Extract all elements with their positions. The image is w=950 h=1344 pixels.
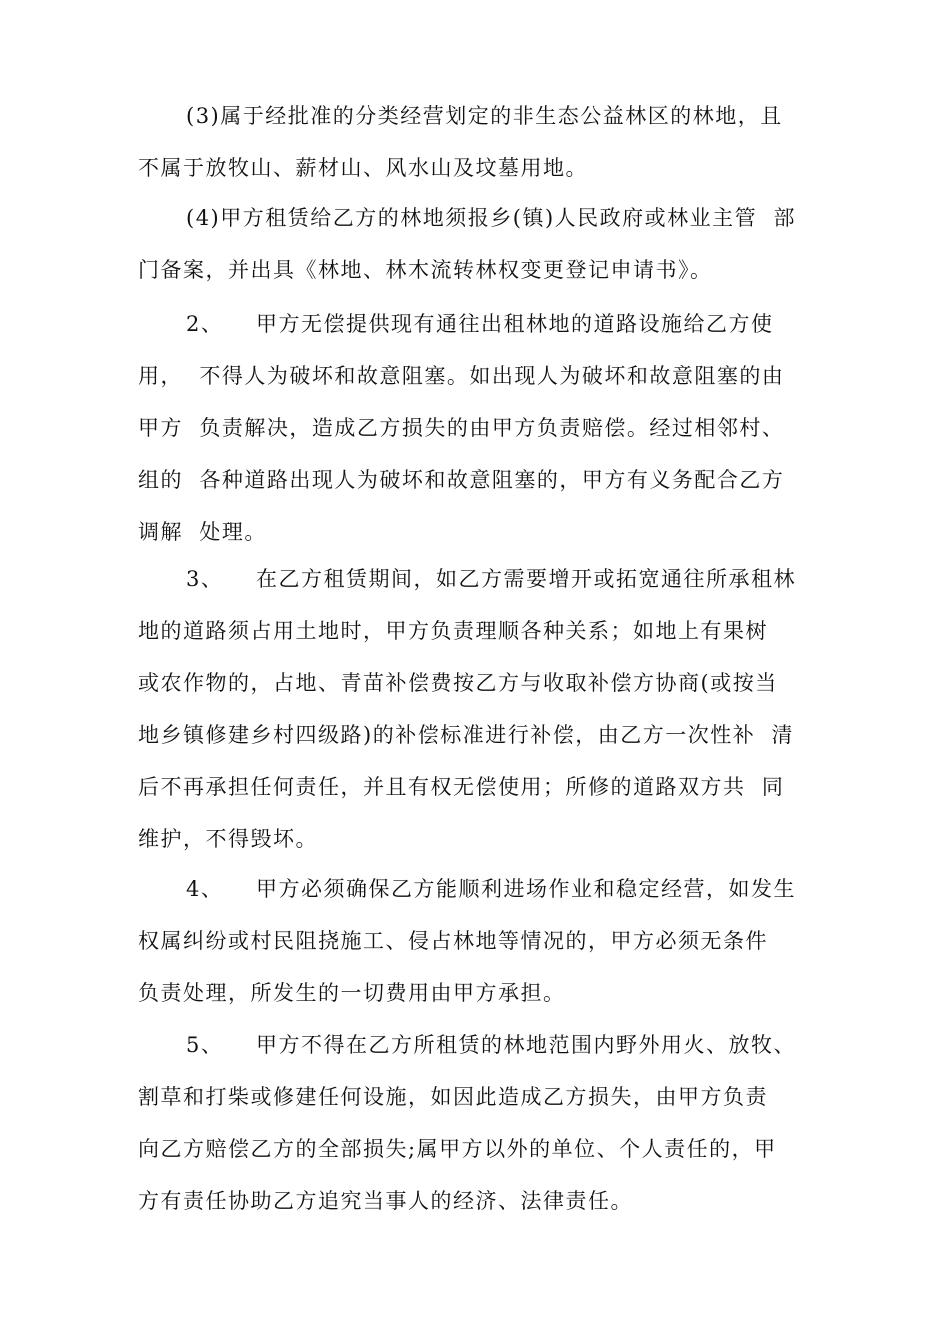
text-line: 调解 处理。 bbox=[138, 520, 267, 544]
text-line: 5、 甲方不得在乙方所租赁的林地范围内野外用火、放牧、 bbox=[186, 1033, 797, 1057]
text-line: 或农作物的，占地、青苗补偿费按乙方与收取补偿方协商(或按当 bbox=[138, 671, 778, 695]
text-line: 地的道路须占用土地时，甲方负责理顺各种关系；如地上有果树 bbox=[138, 619, 768, 643]
text-line: 后不再承担任何责任，并且有权无偿使用；所修的道路双方共 同 bbox=[138, 775, 785, 799]
text-line: (3)属于经批准的分类经营划定的非生态公益林区的林地，且 bbox=[186, 104, 783, 128]
text-line: 不属于放牧山、薪材山、风水山及坟墓用地。 bbox=[138, 156, 588, 180]
paragraph-item-2 bbox=[138, 298, 828, 558]
text-line: 割草和打柴或修建任何设施，如因此造成乙方损失，由甲方负责 bbox=[138, 1085, 768, 1109]
text-line: 方有责任协助乙方追究当事人的经济、法律责任。 bbox=[138, 1189, 633, 1213]
text-line: (4)甲方租赁给乙方的林地须报乡(镇)人民政府或林业主管 部 bbox=[186, 206, 796, 230]
text-line: 4、 甲方必须确保乙方能顺利进场作业和稳定经营，如发生 bbox=[186, 877, 797, 901]
text-line: 用， 不得人为破坏和故意阻塞。如出现人为破坏和故意阻塞的由 bbox=[138, 364, 785, 388]
paragraph-clause-3 bbox=[138, 90, 828, 194]
paragraph-item-3 bbox=[138, 553, 828, 865]
paragraph-item-4 bbox=[138, 863, 828, 1019]
paragraph-item-5 bbox=[138, 1019, 828, 1227]
text-line: 组的 各种道路出现人为破坏和故意阻塞的，甲方有义务配合乙方 bbox=[138, 468, 785, 492]
text-line: 负责处理，所发生的一切费用由甲方承担。 bbox=[138, 981, 566, 1005]
text-line: 3、 在乙方租赁期间，如乙方需要增开或拓宽通往所承租林 bbox=[186, 567, 797, 591]
paragraph-clause-4 bbox=[138, 192, 828, 296]
text-line: 2、 甲方无偿提供现有通往出租林地的道路设施给乙方使 bbox=[186, 312, 774, 336]
text-line: 门备案，并出具《林地、林木流转林权变更登记申请书》。 bbox=[138, 258, 713, 282]
text-line: 地乡镇修建乡村四级路)的补偿标准进行补偿，由乙方一次性补 清 bbox=[138, 723, 795, 747]
text-line: 甲方 负责解决，造成乙方损失的由甲方负责赔偿。经过相邻村、 bbox=[138, 416, 785, 440]
text-line: 向乙方赔偿乙方的全部损失;属甲方以外的单位、个人责任的，甲 bbox=[138, 1137, 777, 1161]
text-line: 权属纠纷或村民阻挠施工、侵占林地等情况的，甲方必须无条件 bbox=[138, 929, 768, 953]
text-line: 维护，不得毁坏。 bbox=[138, 827, 318, 851]
